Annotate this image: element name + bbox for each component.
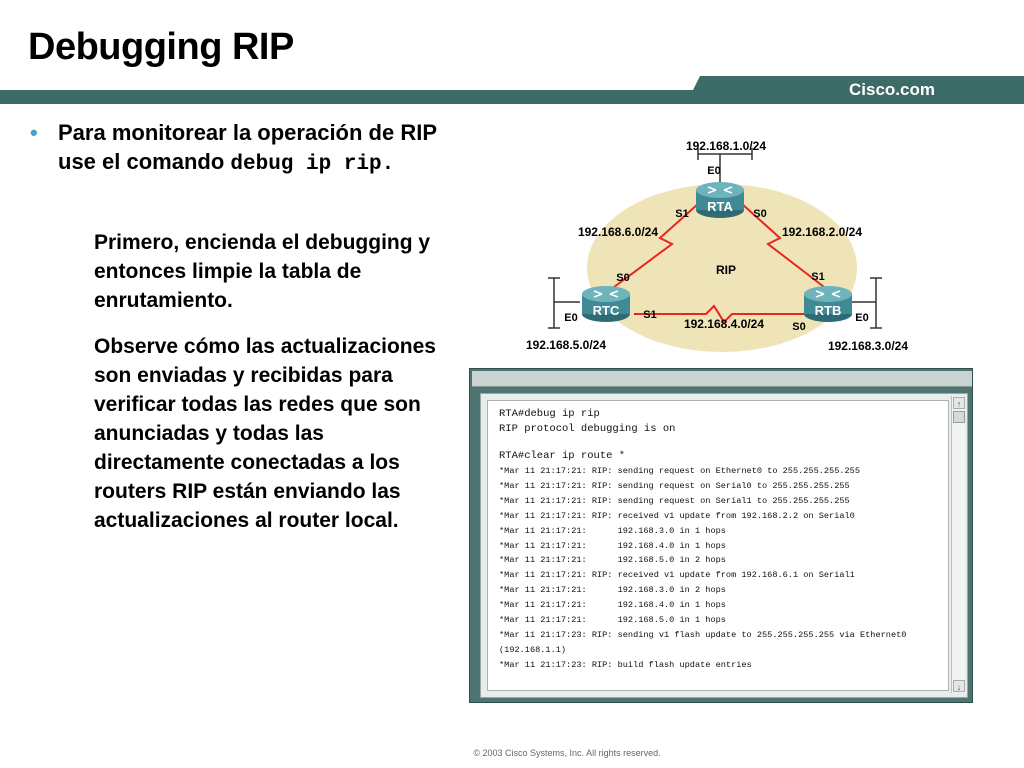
scroll-up-icon[interactable]: ↑ <box>953 397 965 409</box>
rtc-s0-label: S0 <box>616 272 630 284</box>
rta-e0-label: E0 <box>707 165 721 177</box>
terminal-line: RTA#debug ip rip <box>499 408 600 420</box>
rtb-s1-label: S1 <box>811 271 825 283</box>
terminal-line: *Mar 11 21:17:23: RIP: sending v1 flash update to 255.255.255.255 via Ethernet0 <box>499 629 907 640</box>
network-label-rta-rtb: 192.168.2.0/24 <box>781 225 863 239</box>
network-label-rta-rtc: 192.168.6.0/24 <box>577 225 659 239</box>
scroll-down-icon[interactable]: ↓ <box>953 680 965 692</box>
terminal-titlebar <box>472 371 972 387</box>
bullet-text-body: Para monitorear la operación de RIP use el comando <box>58 120 437 174</box>
terminal-line: *Mar 11 21:17:21: 192.168.5.0 in 1 hops <box>499 615 726 626</box>
terminal-output <box>487 400 949 691</box>
rip-network-diagram <box>510 130 920 360</box>
rip-protocol-label: RIP <box>715 263 737 277</box>
copyright-footer: © 2003 Cisco Systems, Inc. All rights reserved. <box>473 748 661 758</box>
bullet-command: debug ip rip. <box>230 153 395 176</box>
terminal-line: *Mar 11 21:17:21: 192.168.4.0 in 1 hops <box>499 540 726 551</box>
sub-paragraph-2: Observe cómo las actualizaciones son enviadas y recibidas para verificar todas las redes que son anunciadas y todas las directamente conectadas a los routers RIP están enviando las actualizaciones al router local. <box>94 335 436 532</box>
terminal-line: *Mar 11 21:17:21: RIP: sending request on Serial1 to 255.255.255.255 <box>499 495 850 506</box>
terminal-line: *Mar 11 21:17:21: 192.168.3.0 in 2 hops <box>499 585 726 596</box>
terminal-line: *Mar 11 21:17:21: RIP: sending request on Serial0 to 255.255.255.255 <box>499 480 850 491</box>
sub-paragraph-1: Primero, encienda el debugging y entonces limpie la tabla de enrutamiento. <box>94 231 431 312</box>
terminal-line: RIP protocol debugging is on <box>499 423 676 435</box>
slide-title: Debugging RIP <box>28 26 294 68</box>
terminal-line: *Mar 11 21:17:21: RIP: received v1 update from 192.168.6.1 on Serial1 <box>499 570 855 581</box>
terminal-line: *Mar 11 21:17:21: RIP: sending request on Ethernet0 to 255.255.255.255 <box>499 466 860 476</box>
rtb-e0-label: E0 <box>855 312 869 324</box>
terminal-window <box>469 368 973 703</box>
terminal-frame <box>480 393 968 698</box>
network-label-rtb-lan: 192.168.3.0/24 <box>827 339 909 353</box>
network-label-rta-lan: 192.168.1.0/24 <box>685 139 767 153</box>
rtb-s0-label: S0 <box>792 321 806 333</box>
terminal-line: *Mar 11 21:17:21: 192.168.3.0 in 1 hops <box>499 525 726 536</box>
router-rtc-label: RTC <box>592 303 620 318</box>
scroll-thumb[interactable] <box>953 411 965 423</box>
network-label-rtc-rtb: 192.168.4.0/24 <box>683 317 765 331</box>
network-label-rtc-lan: 192.168.5.0/24 <box>525 338 607 352</box>
router-rtb-label: RTB <box>814 303 842 318</box>
terminal-blank-line <box>499 437 948 449</box>
terminal-line: *Mar 11 21:17:21: RIP: received v1 update from 192.168.2.2 on Serial0 <box>499 510 855 521</box>
rtc-e0-label: E0 <box>564 312 578 324</box>
rta-s0-label: S0 <box>753 208 767 220</box>
brand-logo-text: Cisco.com <box>849 80 935 99</box>
router-rta-label: RTA <box>707 199 733 214</box>
terminal-line: *Mar 11 21:17:23: RIP: build flash update entries <box>499 659 752 670</box>
rta-s1-label: S1 <box>675 208 689 220</box>
bullet-icon: • <box>30 120 38 145</box>
terminal-line: *Mar 11 21:17:21: 192.168.4.0 in 1 hops <box>499 600 726 611</box>
terminal-line: (192.168.1.1) <box>499 644 567 655</box>
terminal-line: *Mar 11 21:17:21: 192.168.5.0 in 2 hops <box>499 555 726 566</box>
rtc-s1-label: S1 <box>643 309 657 321</box>
bullet-text <box>58 118 438 179</box>
terminal-line: RTA#clear ip route * <box>499 450 626 462</box>
terminal-scrollbar[interactable] <box>951 396 965 693</box>
